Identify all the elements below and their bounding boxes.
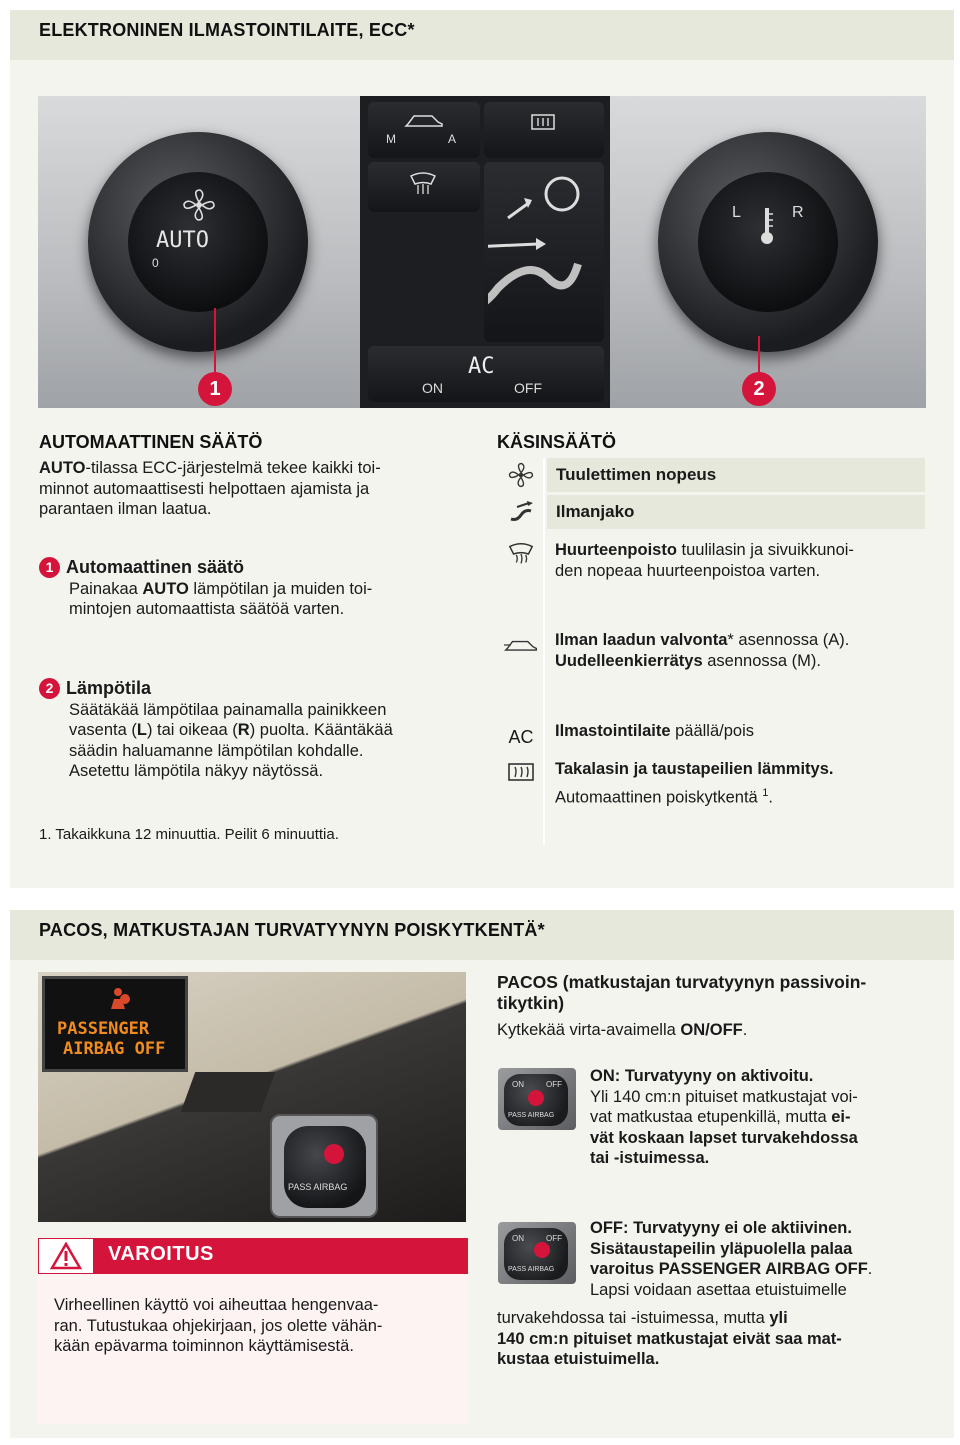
airbag-indicator-panel: PASSENGER AIRBAG OFF (42, 976, 188, 1072)
pacos-off-description: OFF: Turvatyyny ei ole aktiivinen. Sisätaustapeilin yläpuolella palaa varoitus PASSENGER AIRBAG OFF. Lapsi voidaan asettaa etuistuimelle (590, 1219, 873, 1299)
callout-1: 1 (198, 372, 232, 406)
item-number-2: 2 (39, 678, 60, 699)
thermometer-icon (758, 206, 776, 246)
warning-title: VAROITUS (108, 1243, 214, 1265)
auto-heading: AUTOMAATTINEN SÄÄTÖ (39, 432, 263, 452)
warning-text: Virheellinen käyttö voi aiheuttaa hengenvaa- ran. Tutustukaa ohjekirjaan, jos olette vähän- kään epävarma toiminnon käyttämisestä. (54, 1296, 383, 1355)
pacos-dashboard-photo (38, 972, 466, 1222)
fan-knob-center: AUTO (128, 172, 268, 312)
pacos-switch-off-image: ON OFF PASS AIRBAG (498, 1222, 576, 1284)
air-quality-icon (497, 630, 545, 660)
manual-defrost-text: Huurteenpoisto tuulilasin ja sivuikkunoi- den nopeaa huurteenpoistoa varten. (555, 541, 854, 580)
pacos-switch-closeup: PASS AIRBAG (270, 1114, 378, 1218)
fan-speed-icon (497, 460, 545, 490)
footnote: 1. Takaikkuna 12 minuuttia. Peilit 6 minuuttia. (39, 826, 339, 843)
air-flow-icon (488, 168, 600, 338)
manual-ac-text: Ilmastointilaite päällä/pois (555, 722, 755, 740)
section-pacos-title: PACOS, MATKUSTAJAN TURVATYYNYN POISKYTKENTÄ* (39, 920, 545, 940)
section-ecc-title: ELEKTRONINEN ILMASTOINTILAITE, ECC* (39, 20, 415, 40)
item-automatic-control: 1 Automaattinen säätö Painakaa AUTO lämpötilan ja muiden toi- mintojen automaattista säätöä varten. (39, 557, 469, 620)
pacos-heading: PACOS (matkustajan turvatyynyn passivoin- tikytkin) (497, 972, 867, 1013)
item-temperature: 2 Lämpötila Säätäkää lämpötilaa painamalla painikkeen vasenta (L) tai oikeaa (R) puolta. Kääntäkää säädin haluamanne lämpötilan kohdalle. Asetettu lämpötila näkyy näytössä. (39, 678, 479, 782)
fan-icon (182, 188, 216, 222)
rear-defrost-button (484, 102, 604, 158)
warning-icon (38, 1238, 94, 1274)
pacos-off-continued: turvakehdossa tai -istuimessa, mutta yli 140 cm:n pituiset matkustajat eivät saa mat- kustaa etuistuimella. (497, 1309, 842, 1368)
auto-intro: AUTO-tilassa ECC-järjestelmä tekee kaikki toi- minnot automaattisesti helpottaen ajamista ja parantaen ilman laatua. (39, 459, 381, 518)
air-distribution-button (484, 162, 604, 342)
warning-header (38, 1238, 468, 1274)
manual-distribution-label: Ilmanjako (556, 502, 635, 521)
glovebox-handle (181, 1072, 276, 1112)
temperature-knob (658, 132, 878, 352)
rear-window-heating-icon (497, 758, 545, 786)
pacos-on-description: ON: Turvatyyny on aktivoitu. Yli 140 cm:n pituiset matkustajat voi- vat matkustaa etupenkillä, mutta ei- vät koskaan lapset turvakehdossa tai -istuimessa. (590, 1067, 858, 1167)
manual-air-quality-text: Ilman laadun valvonta* asennossa (A). Uudelleenkierrätys asennossa (M). (555, 631, 850, 670)
manual-heading: KÄSINSÄÄTÖ (497, 432, 617, 452)
defrost-button (368, 162, 480, 212)
pacos-instruction: Kytkekää virta-avaimella ON/OFF. (497, 1021, 748, 1039)
manual-fan-label: Tuulettimen nopeus (556, 465, 717, 484)
item-number-1: 1 (39, 557, 60, 578)
callout-2: 2 (742, 372, 776, 406)
air-distribution-icon (497, 497, 545, 527)
rear-defrost-icon (530, 112, 556, 132)
ac-button: AC ON OFF (368, 346, 604, 402)
ac-icon: AC (508, 726, 534, 747)
recirculation-button: M A (368, 102, 480, 158)
manual-rear-heating-text: Takalasin ja taustapeilien lämmitys. Automaattinen poiskytkentä $^1$. (555, 760, 834, 807)
fan-knob: AUTO 0 (88, 132, 308, 352)
car-recirc-icon (404, 110, 444, 130)
airbag-warning-icon (105, 987, 131, 1011)
pacos-switch-on-image: ON OFF PASS AIRBAG (498, 1068, 576, 1130)
climate-panel-image (38, 96, 926, 408)
defrost-icon (497, 537, 545, 571)
temperature-knob-center: L R (698, 172, 838, 312)
windscreen-defrost-icon (408, 172, 438, 196)
